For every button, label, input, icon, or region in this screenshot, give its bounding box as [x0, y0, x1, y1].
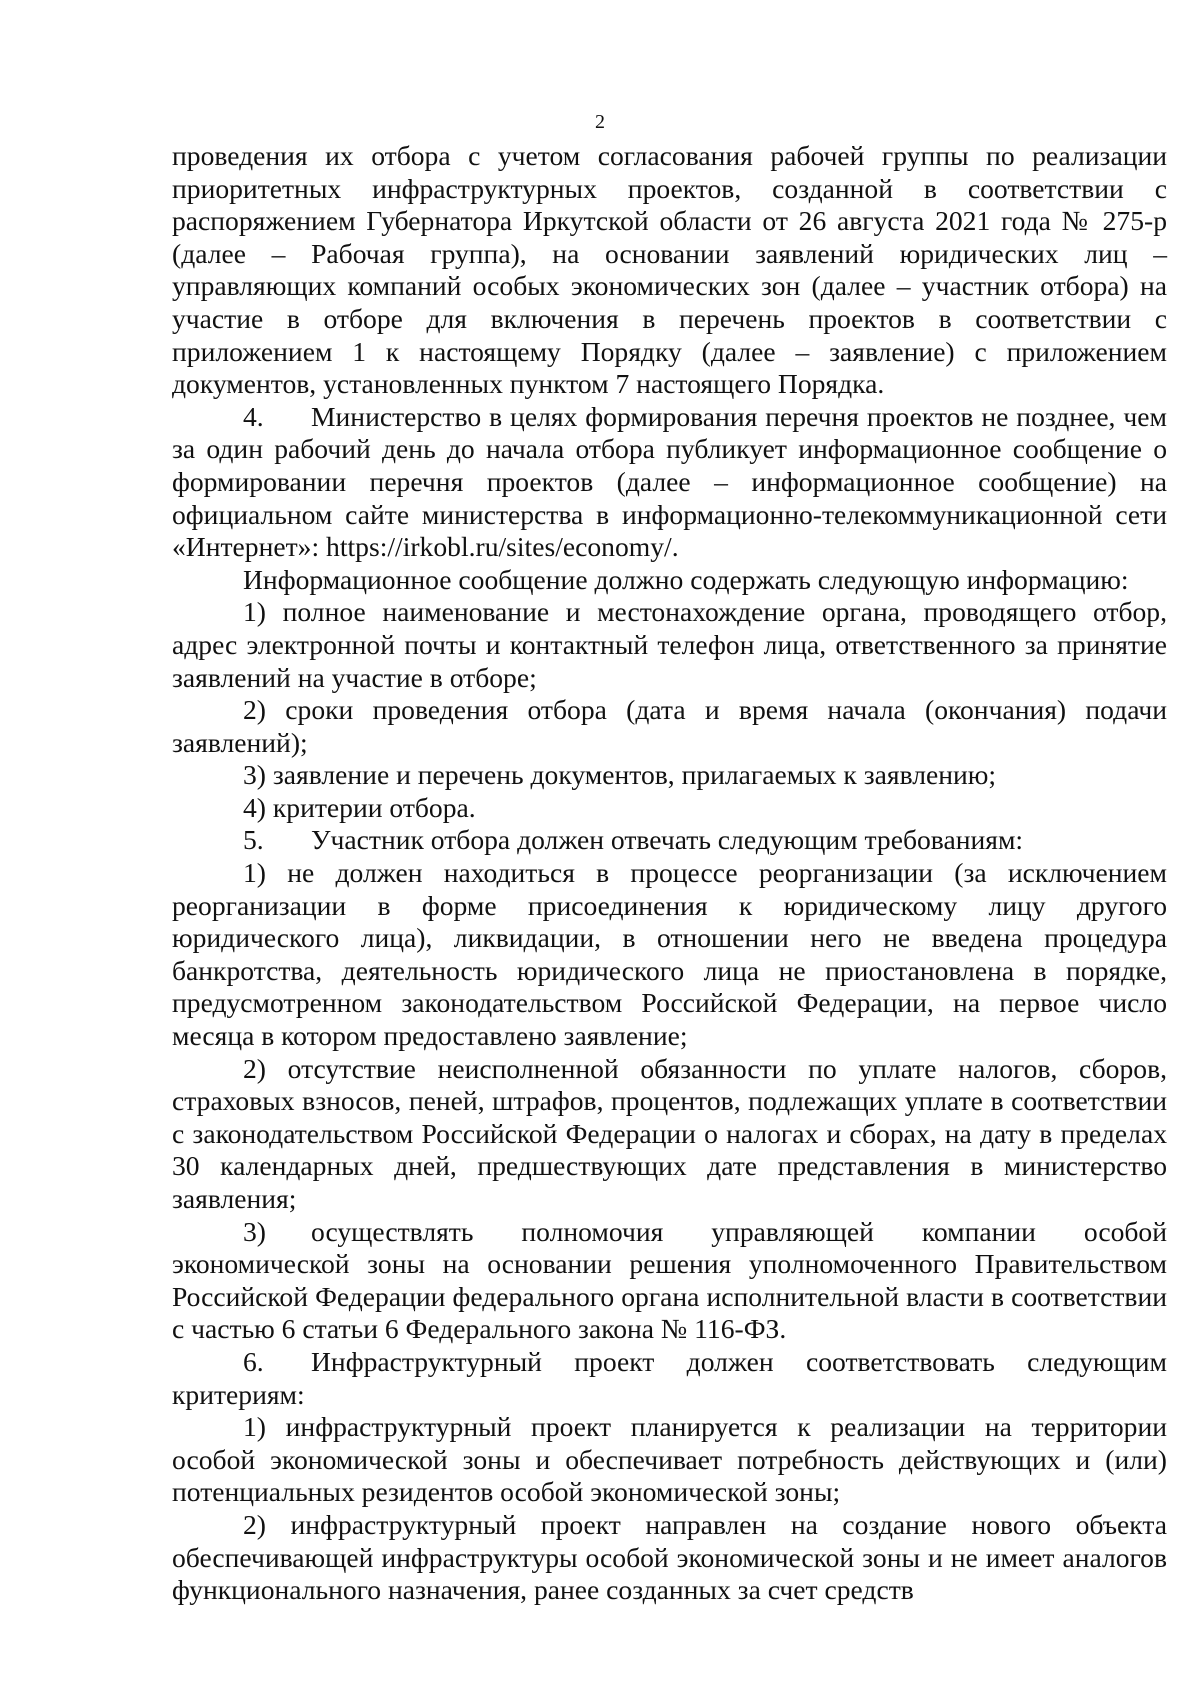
- paragraph-text: Инфраструктурный проект должен соответствовать следующим критериям:: [172, 1345, 1167, 1410]
- paragraph-number: 6.: [243, 1345, 264, 1377]
- paragraph-sub-4-4: [172, 792, 1167, 825]
- paragraph-sub-6-2: [172, 1509, 1167, 1607]
- paragraph-continuation: [172, 140, 1167, 401]
- page-number: 2: [595, 111, 605, 133]
- paragraph-number: 3): [243, 1215, 266, 1247]
- paragraph-text: Участник отбора должен отвечать следующим требованиям:: [311, 824, 1024, 856]
- paragraph-item-4: [172, 401, 1167, 564]
- paragraph-text: 1) не должен находиться в процессе реорганизации (за исключением реорганизации в форме присоединения к юридическому лицу другого юридического лица), ликвидации, в отношении него не введена процедура банкротства, деятельность юридического лица не приостановлена в порядке, предусмотренном законодательством Российской Федерации, на первое число месяца в котором предоставлено заявление;: [172, 857, 1167, 1052]
- paragraph-text: Министерство в целях формирования перечня проектов не позднее, чем за один рабочий день до начала отбора публикует информационное сообщение о формировании перечня проектов (далее – информационное сообщение) на официальном сайте министерства в информационно-телекоммуникационной сети «Интернет»: https://irkobl.ru/sites/economy/.: [172, 400, 1167, 563]
- paragraph-item-6: [172, 1346, 1167, 1411]
- paragraph-text: Информационное сообщение должно содержать следующую информацию:: [243, 563, 1129, 595]
- paragraph-text: 2) отсутствие неисполненной обязанности по уплате налогов, сборов, страховых взносов, пеней, штрафов, процентов, подлежащих уплате в соответствии с законодательством Российской Федерации о налогах и сборах, на дату в пределах 30 календарных дней, предшествующих дате представления в министерство заявления;: [172, 1052, 1167, 1214]
- paragraph-text: 2) инфраструктурный проект направлен на создание нового объекта обеспечивающей инфраструктуры особой экономической зоны и не имеет аналогов функционального назначения, ранее созданных за счет средств: [172, 1508, 1167, 1606]
- paragraph-text: 1) инфраструктурный проект планируется к реализации на территории особой экономической зоны и обеспечивает потребность действующих и (или) потенциальных резидентов особой экономической зоны;: [172, 1411, 1167, 1508]
- paragraph-text: 3) заявление и перечень документов, прилагаемых к заявлению;: [243, 759, 997, 791]
- paragraph-sub-4-2: [172, 694, 1167, 759]
- document-body: [172, 140, 1167, 1607]
- paragraph-text: 1) полное наименование и местонахождение органа, проводящего отбор, адрес электронной почты и контактный телефон лица, ответственного за принятие заявлений на участие в отборе;: [172, 596, 1167, 693]
- paragraph-text: 2) сроки проведения отбора (дата и время начала (окончания) подачи заявлений);: [172, 694, 1167, 758]
- paragraph-text: проведения их отбора с учетом согласования рабочей группы по реализации приоритетных инфраструктурных проектов, созданной в соответствии с распоряжением Губернатора Иркутской области от 26 августа 2021 года № 275-р (далее – Рабочая группа), на основании заявлений юридических лиц – управляющих компаний особых экономических зон (далее – участник отбора) на участие в отборе для включения в перечень проектов в соответствии с приложением 1 к настоящему Порядку (далее – заявление) с приложением документов, установленных пунктом 7 настоящего Порядка.: [172, 140, 1167, 400]
- paragraph-sub-5-1: [172, 857, 1167, 1053]
- paragraph-info-intro: [172, 564, 1167, 597]
- paragraph-number: 5.: [243, 824, 264, 856]
- paragraph-sub-5-2: [172, 1053, 1167, 1216]
- paragraph-text: осуществлять полномочия управляющей компании особой экономической зоны на основании решения уполномоченного Правительством Российской Федерации федерального органа исполнительной власти в соответствии с частью 6 статьи 6 Федерального закона № 116-ФЗ.: [172, 1215, 1167, 1345]
- paragraph-sub-5-3: [172, 1216, 1167, 1346]
- paragraph-item-5: [172, 824, 1167, 857]
- paragraph-number: 4.: [243, 400, 264, 432]
- paragraph-sub-6-1: [172, 1411, 1167, 1509]
- paragraph-sub-4-3: [172, 759, 1167, 792]
- paragraph-sub-4-1: [172, 596, 1167, 694]
- paragraph-text: 4) критерии отбора.: [243, 791, 476, 823]
